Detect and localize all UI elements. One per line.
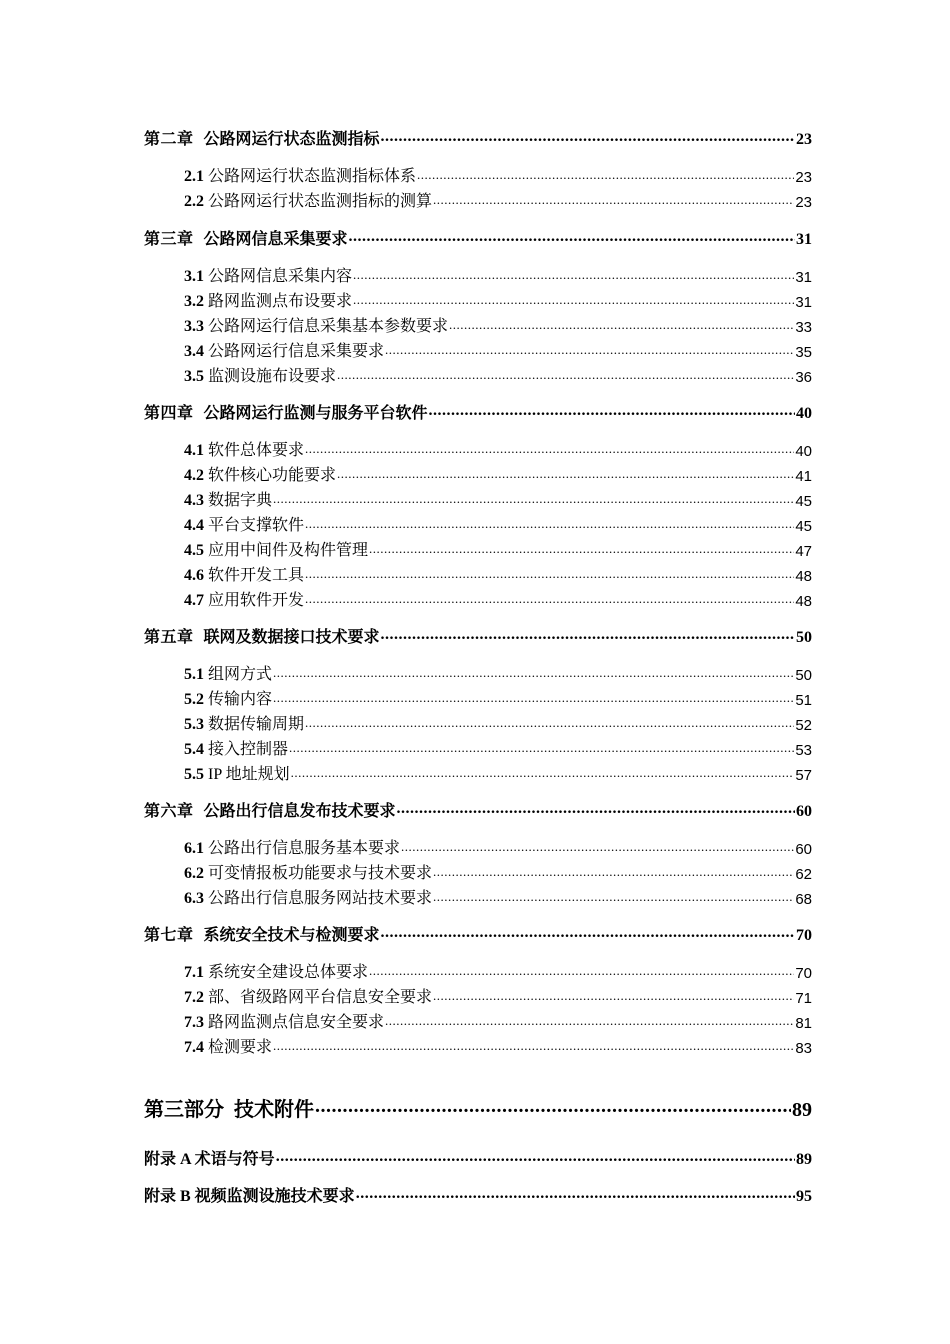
toc-section-heading <box>184 263 352 286</box>
toc-chapter-entry[interactable] <box>144 399 812 423</box>
toc-section-entry[interactable] <box>184 685 812 709</box>
section-title: 系统安全建设总体要求 <box>208 964 369 981</box>
chapter-label: 第六章 <box>144 803 194 820</box>
section-title: 公路网运行信息采集基本参数要求 <box>208 318 449 335</box>
section-number: 7.4 <box>184 1039 204 1056</box>
section-page-number: 33 <box>795 319 812 336</box>
section-title: 组网方式 <box>208 666 273 683</box>
section-number: 3.5 <box>184 368 204 385</box>
toc-part-heading <box>144 1093 314 1122</box>
section-page-number: 47 <box>795 543 812 560</box>
toc-chapter-heading <box>144 624 380 647</box>
section-title: 软件核心功能要求 <box>208 467 337 484</box>
toc-section-entry[interactable] <box>184 1033 812 1057</box>
chapter-title: 公路网信息采集要求 <box>203 231 348 248</box>
dot-leader <box>381 626 795 646</box>
section-page-number: 45 <box>795 518 812 535</box>
dot-leader <box>305 516 794 534</box>
toc-section-heading <box>184 313 448 336</box>
chapter-page-number: 23 <box>796 131 812 148</box>
toc-section-heading <box>184 1034 272 1057</box>
dot-leader <box>433 864 794 882</box>
section-page-number: 31 <box>795 269 812 286</box>
section-number: 2.2 <box>184 193 204 210</box>
dot-leader <box>305 715 794 733</box>
section-number: 5.5 <box>184 766 204 783</box>
section-page-number: 36 <box>795 369 812 386</box>
chapter-label: 第四章 <box>144 405 194 422</box>
part-page-number: 89 <box>792 1099 812 1121</box>
section-page-number: 31 <box>795 294 812 311</box>
toc-section-entry[interactable] <box>184 660 812 684</box>
section-number: 3.3 <box>184 318 204 335</box>
dot-leader <box>385 342 794 360</box>
toc-section-entry[interactable] <box>184 760 812 784</box>
section-title: 公路网运行状态监测指标的测算 <box>208 193 433 210</box>
dot-leader <box>291 765 795 783</box>
chapter-label: 第三章 <box>144 231 194 248</box>
dot-leader <box>353 292 794 310</box>
toc-section-heading <box>184 686 272 709</box>
chapter-page-number: 70 <box>796 927 812 944</box>
toc-section-heading <box>184 959 368 982</box>
toc-section-entry[interactable] <box>184 362 812 386</box>
dot-leader <box>397 800 795 820</box>
dot-leader <box>273 1038 794 1056</box>
toc-chapter-heading <box>144 798 396 821</box>
toc-section-entry[interactable] <box>184 983 812 1007</box>
section-title: 公路出行信息服务网站技术要求 <box>208 890 433 907</box>
toc-chapter-entry[interactable] <box>144 921 812 945</box>
toc-section-heading <box>184 462 336 485</box>
toc-part-entry[interactable] <box>144 1092 812 1122</box>
section-page-number: 48 <box>795 593 812 610</box>
toc-chapter-entry[interactable] <box>144 623 812 647</box>
toc-section-heading <box>184 860 432 883</box>
chapter-label: 第五章 <box>144 629 194 646</box>
dot-leader <box>385 1013 794 1031</box>
dot-leader <box>429 402 795 422</box>
section-title: 可变情报板功能要求与技术要求 <box>208 865 433 882</box>
section-number: 7.2 <box>184 989 204 1006</box>
section-title: 路网监测点布设要求 <box>208 293 353 310</box>
section-number: 4.4 <box>184 517 204 534</box>
dot-leader <box>273 690 794 708</box>
section-page-number: 35 <box>795 344 812 361</box>
toc-section-entry[interactable] <box>184 586 812 610</box>
chapter-title: 公路网运行监测与服务平台软件 <box>203 405 428 422</box>
section-page-number: 68 <box>795 891 812 908</box>
section-number: 4.2 <box>184 467 204 484</box>
section-page-number: 41 <box>795 468 812 485</box>
section-title: 公路网信息采集内容 <box>208 268 353 285</box>
section-title: 数据字典 <box>208 492 273 509</box>
dot-leader <box>356 1185 795 1205</box>
section-number: 7.3 <box>184 1014 204 1031</box>
section-title: 接入控制器 <box>208 741 289 758</box>
dot-leader <box>305 566 794 584</box>
section-title: 软件开发工具 <box>208 567 305 584</box>
dot-leader <box>401 839 794 857</box>
dot-leader <box>315 1095 791 1121</box>
toc-section-entry[interactable] <box>184 834 812 858</box>
toc-section-entry[interactable] <box>184 187 812 211</box>
toc-section-heading <box>184 711 304 734</box>
section-number: 5.4 <box>184 741 204 758</box>
toc-section-heading <box>184 562 304 585</box>
toc-section-entry[interactable] <box>184 859 812 883</box>
section-title: 平台支撑软件 <box>208 517 305 534</box>
section-number: 5.2 <box>184 691 204 708</box>
toc-section-heading <box>184 487 272 510</box>
section-number: 3.2 <box>184 293 204 310</box>
section-number: 4.3 <box>184 492 204 509</box>
dot-leader <box>276 1148 795 1168</box>
section-title: 数据传输周期 <box>208 716 305 733</box>
section-page-number: 23 <box>795 169 812 186</box>
chapter-title: 联网及数据接口技术要求 <box>203 629 380 646</box>
section-number: 3.4 <box>184 343 204 360</box>
chapter-page-number: 60 <box>796 803 812 820</box>
toc-section-heading <box>184 537 368 560</box>
toc-chapter-heading <box>144 400 428 423</box>
section-page-number: 50 <box>795 667 812 684</box>
chapter-title: 公路网运行状态监测指标 <box>203 131 380 148</box>
section-page-number: 71 <box>795 990 812 1007</box>
dot-leader <box>349 228 795 248</box>
toc-section-heading <box>184 338 384 361</box>
section-page-number: 51 <box>795 692 812 709</box>
section-page-number: 23 <box>795 194 812 211</box>
toc-section-heading <box>184 188 432 211</box>
toc-chapter-entry[interactable] <box>144 797 812 821</box>
dot-leader <box>273 491 794 509</box>
toc-section-entry[interactable] <box>184 162 812 186</box>
section-number: 4.6 <box>184 567 204 584</box>
toc-section-heading <box>184 736 288 759</box>
section-title: 应用软件开发 <box>208 592 305 609</box>
section-title: 公路出行信息服务基本要求 <box>208 840 401 857</box>
section-number: 2.1 <box>184 168 204 185</box>
section-title: 检测要求 <box>208 1039 273 1056</box>
dot-leader <box>433 192 794 210</box>
dot-leader <box>433 988 794 1006</box>
section-number: 5.3 <box>184 716 204 733</box>
toc-section-entry[interactable] <box>184 710 812 734</box>
toc-section-entry[interactable] <box>184 337 812 361</box>
section-number: 6.1 <box>184 840 204 857</box>
dot-leader <box>273 665 794 683</box>
section-number: 4.7 <box>184 592 204 609</box>
toc-section-heading <box>184 984 432 1007</box>
toc-section-heading <box>184 761 290 784</box>
section-page-number: 62 <box>795 866 812 883</box>
appendix-page-number: 89 <box>796 1151 812 1168</box>
chapter-label: 第七章 <box>144 927 194 944</box>
dot-leader <box>337 367 794 385</box>
section-number: 3.1 <box>184 268 204 285</box>
section-title: IP 地址规划 <box>208 766 290 783</box>
toc-section-heading <box>184 512 304 535</box>
toc-section-heading <box>184 288 352 311</box>
section-page-number: 52 <box>795 717 812 734</box>
toc-chapter-heading <box>144 226 348 249</box>
section-page-number: 45 <box>795 493 812 510</box>
section-title: 部、省级路网平台信息安全要求 <box>208 989 433 1006</box>
section-title: 应用中间件及构件管理 <box>208 542 369 559</box>
section-page-number: 83 <box>795 1040 812 1057</box>
section-number: 6.2 <box>184 865 204 882</box>
chapter-page-number: 50 <box>796 629 812 646</box>
dot-leader <box>381 128 795 148</box>
dot-leader <box>369 963 794 981</box>
toc-section-entry[interactable] <box>184 884 812 908</box>
appendix-page-number: 95 <box>796 1188 812 1205</box>
toc-section-heading <box>184 835 400 858</box>
section-title: 监测设施布设要求 <box>208 368 337 385</box>
chapter-label: 第二章 <box>144 131 194 148</box>
section-title: 传输内容 <box>208 691 273 708</box>
chapter-title: 公路出行信息发布技术要求 <box>203 803 396 820</box>
toc-section-heading <box>184 661 272 684</box>
toc-section-entry[interactable] <box>184 735 812 759</box>
section-page-number: 60 <box>795 841 812 858</box>
dot-leader <box>369 541 794 559</box>
dot-leader <box>305 591 794 609</box>
appendix-title: 附录 A 术语与符号 <box>144 1151 275 1168</box>
toc-section-heading <box>184 363 336 386</box>
chapter-page-number: 40 <box>796 405 812 422</box>
toc-section-heading <box>184 437 304 460</box>
toc-section-heading <box>184 1009 384 1032</box>
section-number: 5.1 <box>184 666 204 683</box>
dot-leader <box>289 740 794 758</box>
appendix-title: 附录 B 视频监测设施技术要求 <box>144 1188 355 1205</box>
dot-leader <box>337 466 794 484</box>
toc-section-entry[interactable] <box>184 436 812 460</box>
section-page-number: 81 <box>795 1015 812 1032</box>
dot-leader <box>433 889 794 907</box>
section-page-number: 40 <box>795 443 812 460</box>
toc-section-heading <box>184 885 432 908</box>
section-number: 4.5 <box>184 542 204 559</box>
section-title: 路网监测点信息安全要求 <box>208 1014 385 1031</box>
toc-section-heading <box>184 163 416 186</box>
dot-leader <box>417 167 794 185</box>
dot-leader <box>353 267 794 285</box>
dot-leader <box>449 317 794 335</box>
toc-section-entry[interactable] <box>184 262 812 286</box>
toc-section-entry[interactable] <box>184 486 812 510</box>
toc-chapter-entry[interactable] <box>144 225 812 249</box>
section-title: 公路网运行状态监测指标体系 <box>208 168 417 185</box>
section-number: 4.1 <box>184 442 204 459</box>
part-title: 技术附件 <box>234 1099 314 1121</box>
toc-section-heading <box>184 587 304 610</box>
toc-section-entry[interactable] <box>184 287 812 311</box>
toc-appendix-entry[interactable] <box>144 1145 812 1169</box>
section-title: 软件总体要求 <box>208 442 305 459</box>
toc-section-entry[interactable] <box>184 312 812 336</box>
dot-leader <box>305 441 794 459</box>
section-page-number: 70 <box>795 965 812 982</box>
toc-section-entry[interactable] <box>184 958 812 982</box>
toc-section-entry[interactable] <box>184 1008 812 1032</box>
section-title: 公路网运行信息采集要求 <box>208 343 385 360</box>
part-label: 第三部分 <box>144 1099 224 1121</box>
toc-chapter-heading <box>144 126 380 149</box>
section-page-number: 53 <box>795 742 812 759</box>
toc-chapter-entry[interactable] <box>144 125 812 149</box>
section-number: 6.3 <box>184 890 204 907</box>
section-page-number: 48 <box>795 568 812 585</box>
toc-section-entry[interactable] <box>184 561 812 585</box>
section-number: 7.1 <box>184 964 204 981</box>
toc-chapter-heading <box>144 922 380 945</box>
chapter-title: 系统安全技术与检测要求 <box>203 927 380 944</box>
toc-section-entry[interactable] <box>184 461 812 485</box>
section-page-number: 57 <box>795 767 812 784</box>
toc-section-entry[interactable] <box>184 536 812 560</box>
toc-appendix-entry[interactable] <box>144 1182 812 1206</box>
chapter-page-number: 31 <box>796 231 812 248</box>
dot-leader <box>381 924 795 944</box>
toc-section-entry[interactable] <box>184 511 812 535</box>
